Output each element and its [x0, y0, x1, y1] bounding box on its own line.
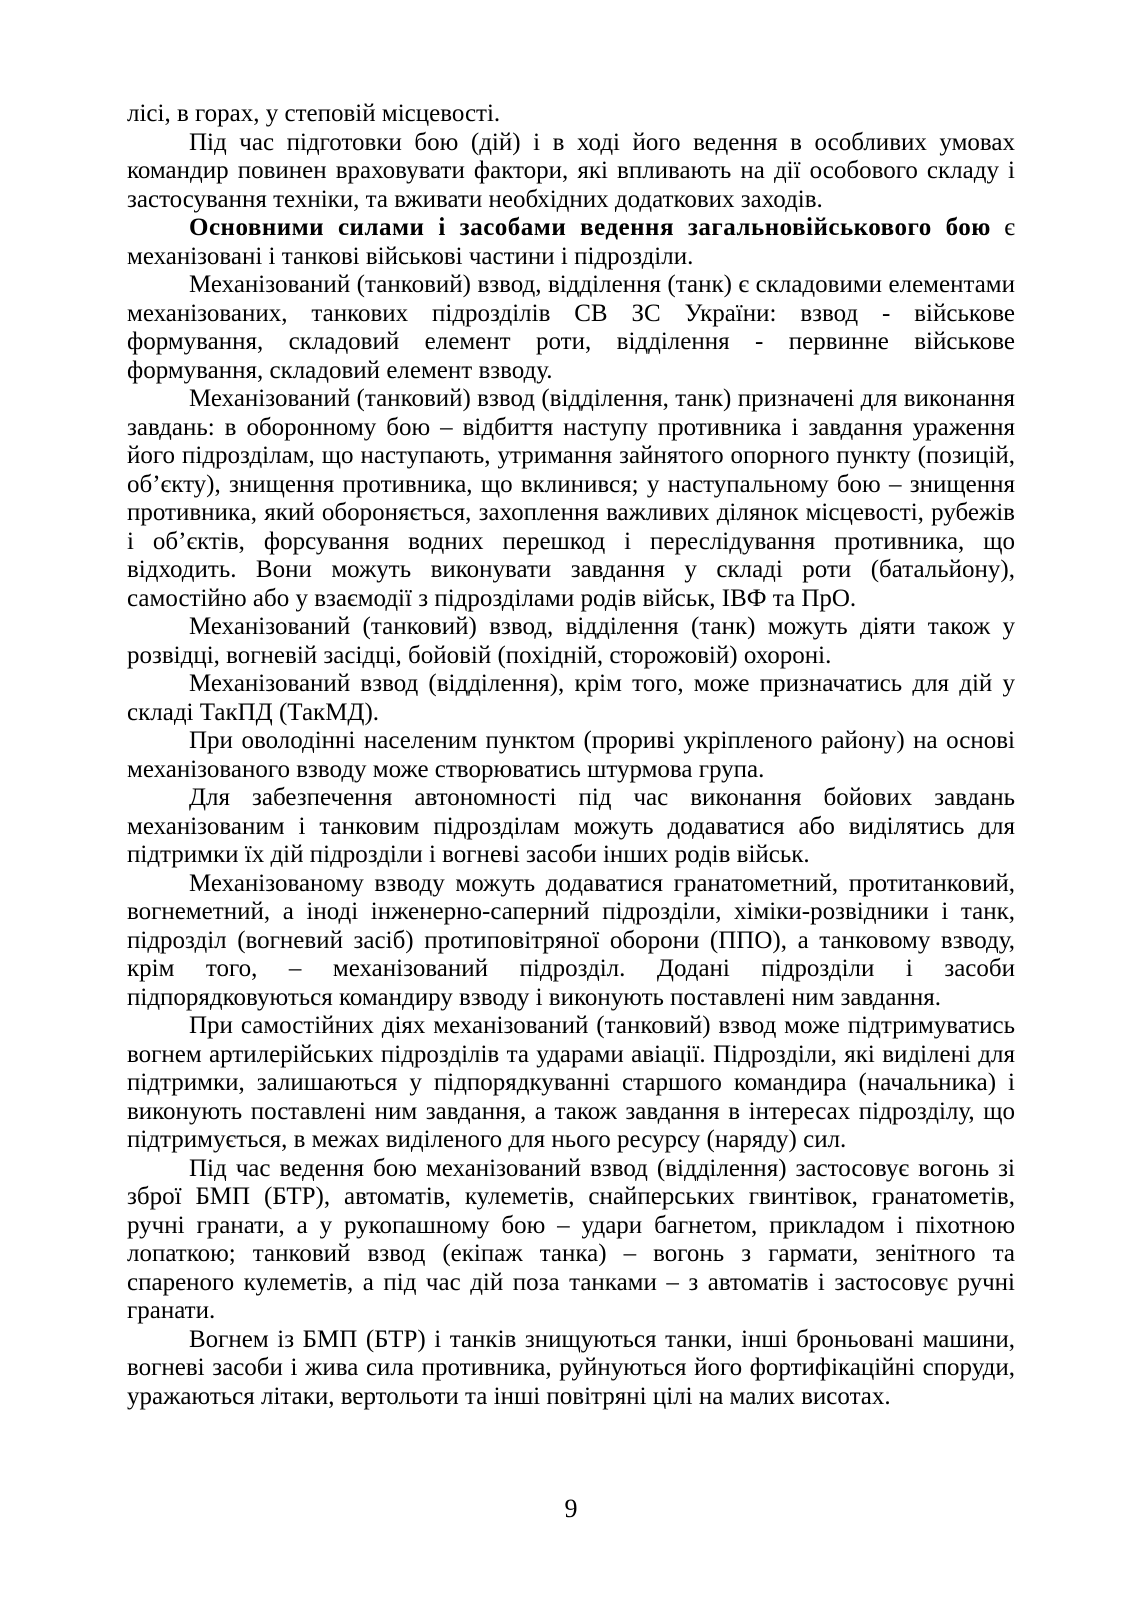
paragraph: лісі, в горах, у степовій місцевості. [127, 100, 501, 127]
page-body [127, 100, 1015, 1411]
paragraph: Механізованому взводу можуть додаватися гранатометний, протитанковий, вогнеметний, а іноді інженерно-саперний підрозділи, хіміки-розвідники і танк, підрозділ (вогневий засіб) протиповітряної оборони (ППО), а танковому взводу, крім того, – механізований підрозділ. Додані підрозділи і засоби підпорядковуються командиру взводу і виконують поставлені ним завдання. [127, 869, 1015, 1011]
paragraph: Механізований (танковий) взвод, відділення (танк) є складовими елементами механізованих, танкових підрозділів СВ ЗС України: взвод - військове формування, складовий елемент роти, відділення - первинне військове формування, складовий елемент взводу. [127, 271, 1015, 384]
paragraph: Під час підготовки бою (дій) і в ході його ведення в особливих умовах командир повинен враховувати фактори, які впливають на дії особового складу і застосування техніки, та вживати необхідних додаткових заходів. [127, 128, 1015, 213]
paragraph: Механізований взвод (відділення), крім того, може призначатись для дій у складі ТакПД (ТакМД). [127, 670, 1015, 726]
paragraph: Механізований (танковий) взвод, відділення (танк) можуть діяти також у розвідці, вогневій засідці, бойовій (похідній, сторожовій) охороні. [127, 613, 1015, 669]
paragraph: Основними силами і засобами ведення загальновійськового бою є механізовані і танкові військові частини і підрозділи. [127, 214, 1016, 270]
paragraph: Вогнем із БМП (БТР) і танків знищуються танки, інші броньовані машини, вогневі засоби і жива сила противника, руйнуються його фортифікаційні споруди, уражаються літаки, вертольоти та інші повітряні цілі на малих висотах. [127, 1325, 1015, 1410]
paragraph-bold-lead: Основними силами і засобами ведення загальновійськового бою [189, 214, 991, 241]
paragraph: При самостійних діях механізований (танковий) взвод може підтримуватись вогнем артилерійських підрозділів та ударами авіації. Підрозділи, які виділені для підтримки, залишаються у підпорядкуванні старшого командира (начальника) і виконують поставлені ним завдання, а також завдання в інтересах підрозділу, що підтримується, в межах виділеного для нього ресурсу (наряду) сил. [127, 1012, 1015, 1153]
page-number: 9 [564, 1494, 578, 1523]
paragraph: Для забезпечення автономності під час виконання бойових завдань механізованим і танковим підрозділам можуть додаватися або виділятись для підтримки їх дій підрозділи і вогневі засоби інших родів військ. [127, 784, 1015, 868]
paragraph: Під час ведення бою механізований взвод (відділення) застосовує вогонь зі зброї БМП (БТР), автоматів, кулеметів, снайперських гвинтівок, гранатометів, ручні гранати, а у рукопашному бою – удари багнетом, прикладом і піхотною лопаткою; танковий взвод (екіпаж танка) – вогонь з гармати, зенітного та спареного кулеметів, а під час дій поза танками – з автоматів і застосовує ручні гранати. [127, 1154, 1015, 1324]
paragraph: Механізований (танковий) взвод (відділення, танк) призначені для виконання завдань: в оборонному бою – відбиття наступу противника і завдання ураження його підрозділам, що наступають, утримання зайнятого опорного пункту (позицій, об’єкту), знищення противника, що вклинився; у наступальному бою – знищення противника, який обороняється, захоплення важливих ділянок місцевості, рубежів і об’єктів, форсування водних перешкод і переслідування противника, що відходить. Вони можуть виконувати завдання у складі роти (батальйону), самостійно або у взаємодії з підрозділами родів військ, ІВФ та ПрО. [127, 385, 1015, 612]
paragraph: При оволодінні населеним пунктом (прориві укріпленого району) на основі механізованого взводу може створюватись штурмова група. [127, 727, 1015, 783]
